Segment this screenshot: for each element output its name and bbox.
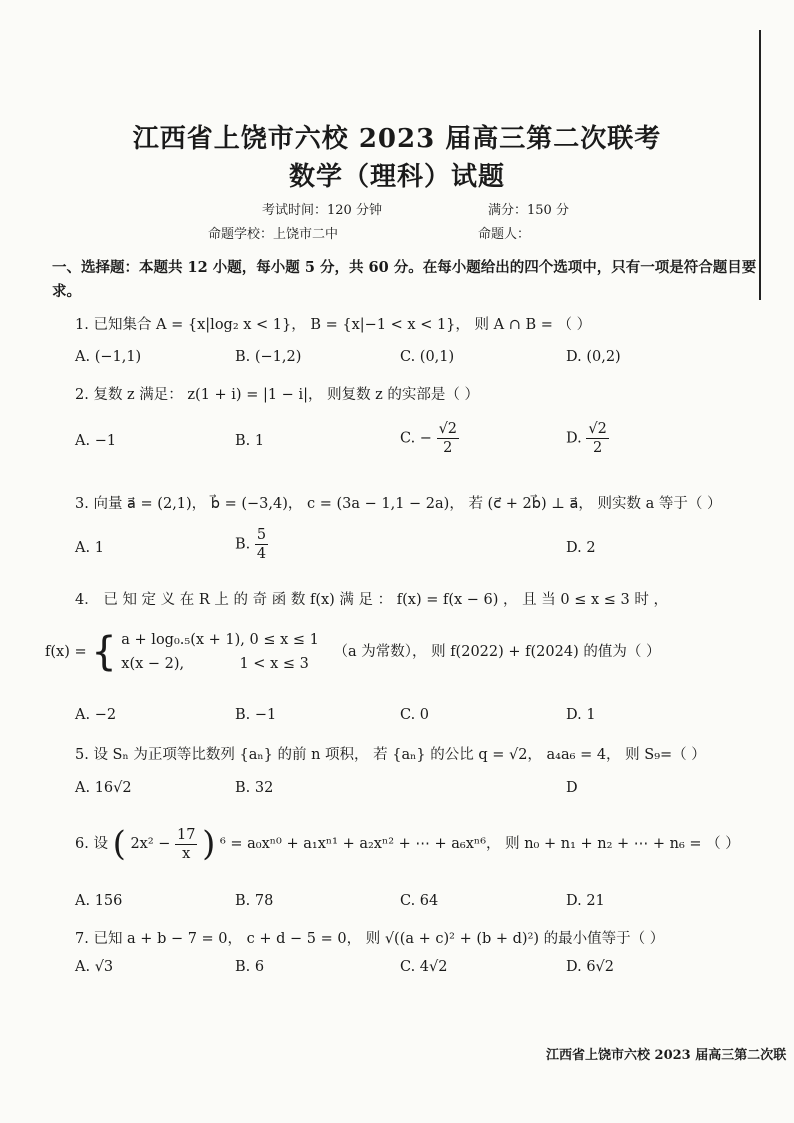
question-2-option-d-label: D. (566, 430, 587, 447)
question-2-option-b: B. 1 (235, 433, 265, 449)
question-6-rest: ⁶ = a₀xⁿ⁰ + a₁xⁿ¹ + a₂xⁿ² + ⋯ + a₆xⁿ⁶， 则 n₀ + n₁ + n₂ + ⋯ + n₆ = （ ） (219, 836, 740, 852)
question-7-option-d: D. 6√2 (566, 959, 615, 975)
question-4-option-a: A. −2 (75, 707, 117, 723)
question-2-option-d (566, 420, 609, 457)
question-6-base: 2x² − (130, 836, 171, 852)
full-score: 满分：150 分 (488, 203, 569, 218)
question-6-fraction (175, 826, 197, 863)
page-footer: 江西省上饶市六校 2023 届高三第二次联 (546, 1048, 787, 1063)
question-5-option-a: A. 16√2 (75, 780, 132, 796)
question-6-option-d: D. 21 (566, 893, 605, 909)
question-2-option-c-fraction (437, 420, 459, 457)
question-6-option-c: C. 64 (400, 893, 439, 909)
setting-school: 命题学校：上饶市二中 (208, 227, 339, 242)
piecewise-case-2: x(x − 2), 1 < x ≤ 3 (121, 656, 309, 672)
question-1-option-d: D. (0,2) (566, 349, 621, 365)
piecewise-fx: f(x) = (45, 644, 87, 660)
question-6-option-b: B. 78 (235, 893, 274, 909)
question-author: 命题人： (478, 227, 531, 242)
question-3-option-d: D. 2 (566, 540, 596, 556)
paren-close-icon: ) (202, 824, 216, 864)
brace-icon: { (91, 629, 117, 675)
exam-title: 江西省上饶市六校 2023 届高三第二次联考 (132, 124, 662, 154)
paren-open-icon: ( (112, 824, 126, 864)
question-2-option-d-fraction (586, 420, 608, 457)
fraction-numerator: √2 (588, 421, 607, 437)
question-3-option-b (235, 526, 268, 563)
piecewise-case-1: a + log₀.₅(x + 1), 0 ≤ x ≤ 1 (121, 632, 319, 648)
fraction-denominator: x (182, 845, 191, 862)
question-4-option-c: C. 0 (400, 707, 430, 723)
question-7-option-a: A. √3 (75, 959, 114, 975)
question-4-stem: 4． 已 知 定 义 在 R 上 的 奇 函 数 f(x) 满 足 ： f(x) = f(x − 6) ， 且 当 0 ≤ x ≤ 3 时 ， (75, 592, 668, 608)
question-1-option-c: C. (0,1) (400, 349, 455, 365)
fraction-numerator: 5 (256, 527, 267, 543)
question-1-option-b: B. (−1,2) (235, 349, 302, 365)
question-5-stem: 5. 设 Sₙ 为正项等比数列 {aₙ} 的前 n 项积， 若 {aₙ} 的公比 q = √2， a₄a₆ = 4， 则 S₉=（ ） (75, 747, 706, 763)
question-4-option-b: B. −1 (235, 707, 277, 723)
piecewise-cases (121, 628, 319, 676)
exam-time: 考试时间：120 分钟 (262, 203, 382, 218)
question-5-option-b: B. 32 (235, 780, 274, 796)
question-4-tail: （a 为常数）， 则 f(2022) + f(2024) 的值为（ ） (333, 644, 661, 660)
question-7-option-c: C. 4√2 (400, 959, 448, 975)
question-2-option-a: A. −1 (75, 433, 117, 449)
question-6-option-a: A. 156 (75, 893, 123, 909)
question-3-stem: 3. 向量 a⃗ = (2,1)， b⃗ = (−3,4)， c = (3a − 1,1 − 2a)， 若 (c⃗ + 2b⃗) ⊥ a⃗， 则实数 a 等于（ ） (75, 496, 722, 512)
question-6-stem (75, 824, 740, 864)
fraction-denominator: 2 (443, 440, 453, 456)
question-2-option-c (400, 420, 459, 457)
question-6-prefix: 6. 设 (75, 836, 108, 852)
question-1-stem: 1. 已知集合 A = {x|log₂ x < 1}， B = {x|−1 < x < 1}， 则 A ∩ B = （ ） (75, 317, 592, 333)
question-3-option-b-label: B. (235, 536, 255, 553)
question-3-option-b-fraction (255, 526, 268, 563)
fraction-denominator: 4 (256, 546, 267, 562)
question-3-option-a: A. 1 (75, 540, 104, 556)
question-7-option-b: B. 6 (235, 959, 265, 975)
question-4-piecewise (45, 628, 660, 676)
section-heading: 一、选择题：本题共 12 小题，每小题 5 分，共 60 分。在每小题给出的四个选项中，只有一项是符合题目要求。 (52, 259, 757, 300)
question-2-option-c-label: C. − (400, 430, 432, 447)
question-7-stem: 7. 已知 a + b − 7 = 0， c + d − 5 = 0， 则 √((a + c)² + (b + d)²) 的最小值等于（ ） (75, 931, 665, 947)
fraction-denominator: 2 (592, 440, 603, 456)
fraction-numerator: √2 (438, 421, 458, 437)
fraction-numerator: 17 (177, 826, 196, 843)
question-4-option-d: D. 1 (566, 707, 596, 723)
question-1-option-a: A. (−1,1) (75, 349, 142, 365)
question-2-stem: 2. 复数 z 满足： z(1 + i) = |1 − i|， 则复数 z 的实部是（ ） (75, 387, 480, 403)
exam-subtitle: 数学（理科）试题 (288, 162, 505, 192)
question-5-option-d: D (566, 780, 578, 796)
